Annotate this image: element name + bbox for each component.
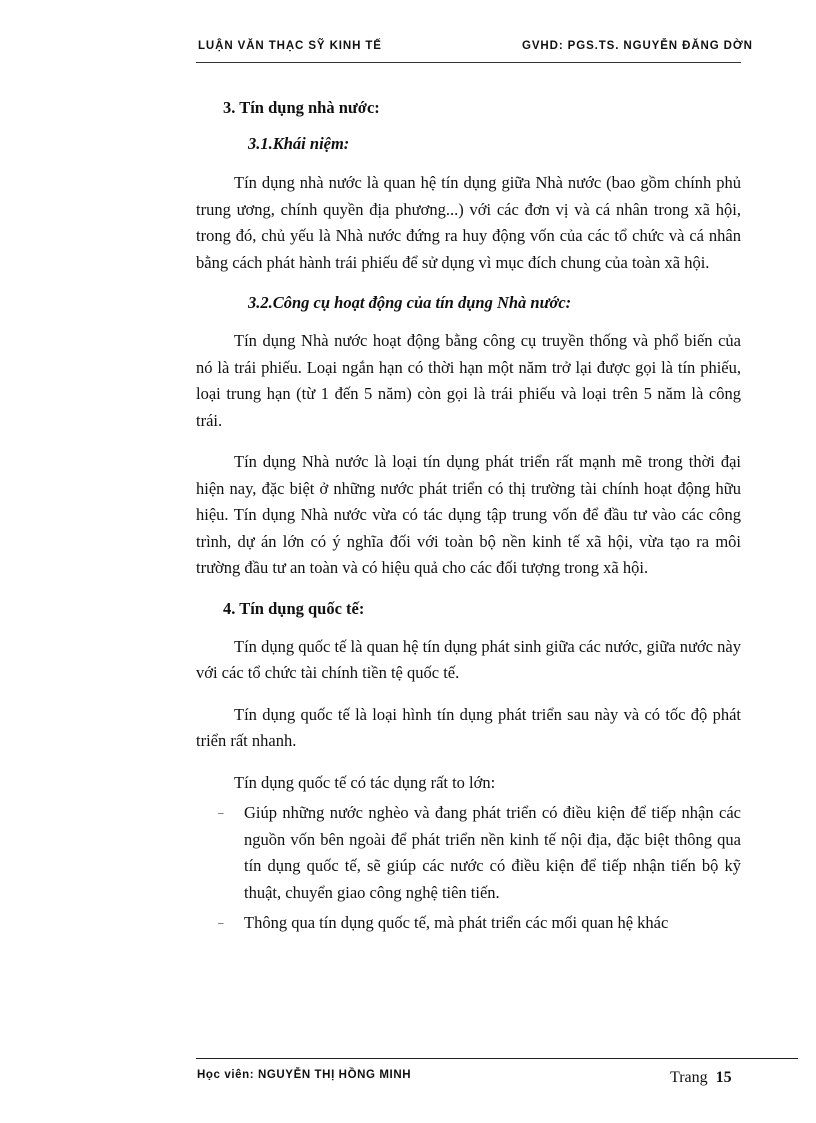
bullet-dash: – [218, 807, 224, 819]
paragraph-state-credit-tools: Tín dụng Nhà nước hoạt động bằng công cụ truyền thống và phổ biến của nó là trái phiếu. Loại ngắn hạn có thời hạn một năm trở lại được gọi là tín phiếu, loại trung hạn (từ 1 đến 5 năm) còn gọi là trái phiếu và loại trên 5 năm là công trái. [196, 331, 741, 430]
subsection-heading-3-1: 3.1.Khái niệm: [248, 134, 350, 153]
header-divider [196, 62, 741, 63]
page-label: Trang [670, 1069, 708, 1086]
paragraph-international-credit-definition: Tín dụng quốc tế là quan hệ tín dụng phát sinh giữa các nước, giữa nước này với các tổ chức tài chính tiền tệ quốc tế. [196, 636, 741, 682]
section-heading-4: 4. Tín dụng quốc tế: [223, 598, 365, 618]
list-item [196, 910, 741, 937]
footer-divider [196, 1058, 798, 1059]
page-number [670, 1069, 732, 1087]
bullet-dash: – [218, 917, 224, 929]
page-body [196, 97, 741, 937]
footer-student: Học viên: NGUYỄN THỊ HỒNG MINH [197, 1069, 412, 1081]
page-number-value: 15 [715, 1069, 732, 1086]
subsection-heading-3-2: 3.2.Công cụ hoạt động của tín dụng Nhà nước: [248, 293, 572, 312]
paragraph-international-credit-growth: Tín dụng quốc tế là loại hình tín dụng phát triển sau này và có tốc độ phát triển rất nhanh. [196, 704, 741, 750]
header-supervisor: GVHD: PGS.TS. NGUYỄN ĐĂNG DỜN [522, 40, 753, 52]
paragraph-international-credit-impact: Tín dụng quốc tế có tác dụng rất to lớn: [234, 772, 496, 792]
section-heading-3: 3. Tín dụng nhà nước: [223, 98, 380, 117]
paragraph-state-credit-development: Tín dụng Nhà nước là loại tín dụng phát triển rất mạnh mẽ trong thời đại hiện nay, đặc biệt ở những nước phát triển có thị trường tài chính hoạt động hữu hiệu. Tín dụng Nhà nước vừa có tác dụng tập trung vốn để đầu tư vào các công trình, dự án lớn có ý nghĩa đối với toàn bộ nền kinh tế xã hội, vừa tạo ra môi trường đầu tư an toàn và có hiệu quả cho các đối tượng trong xã hội. [196, 452, 741, 577]
list-item [196, 800, 741, 906]
header-thesis-title: LUẬN VĂN THẠC SỸ KINH TẾ [198, 40, 382, 52]
list-item-text: Giúp những nước nghèo và đang phát triển có điều kiện để tiếp nhận các nguồn vốn bên ngoài để phát triển nền kinh tế nội địa, đặc biệt thông qua tín dụng quốc tế, sẽ giúp các nước có điều kiện để tiếp nhận tiến bộ kỹ thuật, chuyển giao công nghệ tiên tiến. [244, 803, 741, 902]
paragraph-state-credit-concept: Tín dụng nhà nước là quan hệ tín dụng giữa Nhà nước (bao gồm chính phủ trung ương, chính quyền địa phương...) với các đơn vị và cá nhân trong xã hội, trong đó, chủ yếu là Nhà nước đứng ra huy động vốn của các tổ chức và cá nhân bằng cách phát hành trái phiếu để sử dụng vì mục đích chung của toàn xã hội. [196, 173, 741, 272]
list-item-text: Thông qua tín dụng quốc tế, mà phát triển các mối quan hệ khác [244, 913, 669, 932]
